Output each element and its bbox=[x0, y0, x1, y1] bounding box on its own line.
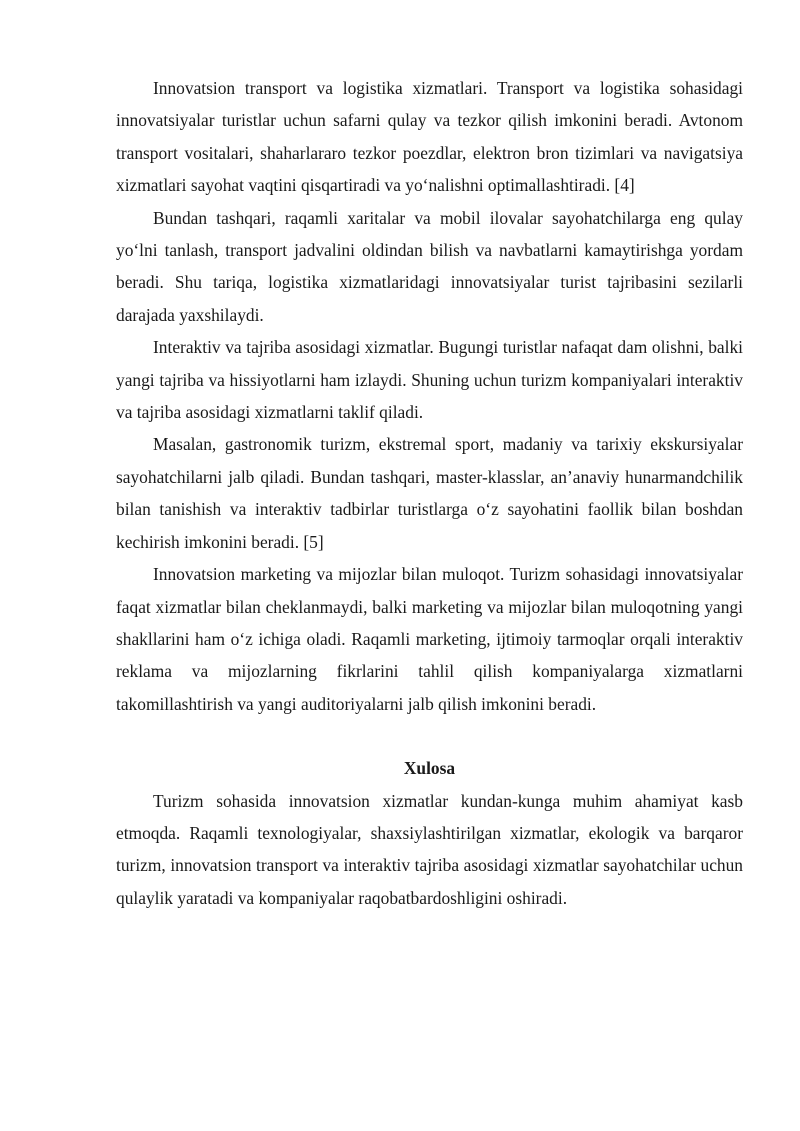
paragraph-gastronomic-tourism: Masalan, gastronomik turizm, ekstremal sport, madaniy va tarixiy ekskursiyalar sayohatchilarni jalb qiladi. Bundan tashqari, master-klasslar, an’anaviy hunarmandchilik bilan tanishish va interaktiv tadbirlar turistlarga oʻz sayohatini faollik bilan boshdan kechirish imkonini beradi. [5] bbox=[116, 434, 743, 552]
paragraph-innovative-marketing: Innovatsion marketing va mijozlar bilan muloqot. Turizm sohasidagi innovatsiyalar faqat xizmatlar bilan cheklanmaydi, balki marketing va mijozlar bilan muloqotning yangi shakllarini ham oʻz ichiga oladi. Raqamli marketing, ijtimoiy tarmoqlar orqali interaktiv reklama va mijozlarning fikrlarini tahlil qilish kompaniyalarga xizmatlarni takomillashtirish va yangi auditoriyalarni jalb qilish imkonini beradi. bbox=[116, 564, 743, 714]
conclusion-paragraph: Turizm sohasida innovatsion xizmatlar kundan-kunga muhim ahamiyat kasb etmoqda. Raqamli texnologiyalar, shaxsiylashtirilgan xizmatlar, ekologik va barqaror turizm, innovatsion transport va interaktiv tajriba asosidagi xizmatlar sayohatchilar uchun qulaylik yaratadi va kompaniyalar raqobatbardoshligini oshiradi. bbox=[116, 790, 743, 908]
paragraph-transport-logistics: Innovatsion transport va logistika xizmatlari. Transport va logistika sohasidagi innovatsiyalar turistlar uchun safarni qulay va tezkor qilish imkonini beradi. Avtonom transport vositalari, shaharlararo tezkor poezdlar, elektron bron tizimlari va navigatsiya xizmatlari sayohat vaqtini qisqartiradi va yoʻnalishni optimallashtiradi. [4] bbox=[116, 78, 743, 196]
paragraph-digital-maps: Bundan tashqari, raqamli xaritalar va mobil ilovalar sayohatchilarga eng qulay yoʻlni tanlash, transport jadvalini oldindan bilish va navbatlarni kamaytirishga yordam beradi. Shu tariqa, logistika xizmatlaridagi innovatsiyalar turist tajribasini sezilarli darajada yaxshilaydi. bbox=[116, 207, 743, 325]
conclusion-heading: Xulosa bbox=[403, 758, 456, 779]
paragraph-interactive-services: Interaktiv va tajriba asosidagi xizmatlar. Bugungi turistlar nafaqat dam olishni, balki yangi tajriba va hissiyotlarni ham izlaydi. Shuning uchun turizm kompaniyalari interaktiv va tajriba asosidagi xizmatlarni taklif qiladi. bbox=[116, 337, 743, 423]
